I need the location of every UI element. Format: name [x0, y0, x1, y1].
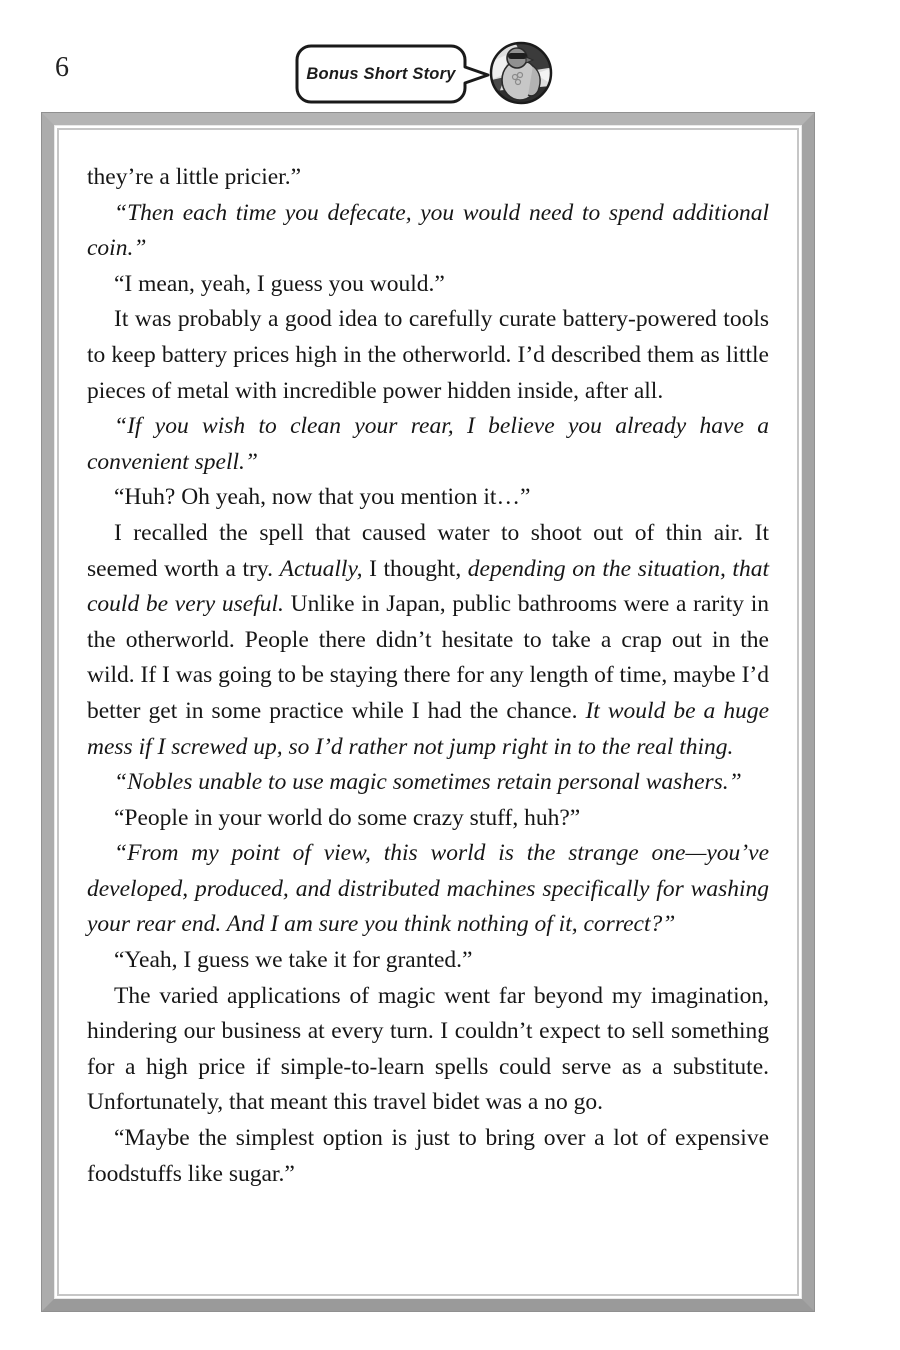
- paragraph: [87, 302, 769, 409]
- text-segment: Unlike in Japan, public bathrooms were a rarity in the otherworld. People there didn’t hesitate to take a crap out in the wild. If I was going to be staying there for any length of time, maybe I’d better get in some practice while I had the chance.: [87, 591, 769, 724]
- page-number: 6: [55, 52, 69, 83]
- text-segment: “Maybe the simplest option is just to bring over a lot of expensive foodstuffs like sugar.”: [87, 1125, 769, 1187]
- bubble-label: Bonus Short Story: [306, 64, 456, 83]
- text-segment: “I mean, yeah, I guess you would.”: [114, 270, 445, 297]
- text-segment: It was probably a good idea to carefully curate battery-powered tools to keep battery prices high in the otherworld. I’d described them as little pieces of metal with incredible power hidden inside, after all.: [87, 306, 769, 404]
- paragraph: [87, 267, 769, 303]
- frame-content: [59, 130, 797, 1294]
- paragraph: [87, 516, 769, 765]
- character-portrait-icon: [489, 41, 553, 105]
- paragraph: [87, 836, 769, 943]
- text-segment: “People in your world do some crazy stuff, huh?”: [114, 804, 581, 831]
- paragraph: [87, 196, 769, 267]
- italic-text-segment: “Nobles unable to use magic sometimes retain personal washers.”: [114, 769, 742, 796]
- page-frame: [42, 113, 814, 1311]
- paragraph: [87, 480, 769, 516]
- paragraph: [87, 801, 769, 837]
- text-segment: “Yeah, I guess we take it for granted.”: [114, 947, 473, 974]
- paragraph: [87, 409, 769, 480]
- italic-text-segment: “Then each time you defecate, you would need to spend additional coin.”: [87, 199, 769, 262]
- paragraph: [87, 160, 769, 196]
- text-segment: I thought,: [362, 555, 468, 582]
- paragraph: [87, 943, 769, 979]
- italic-text-segment: Actually,: [279, 555, 363, 582]
- text-segment: “Huh? Oh yeah, now that you mention it…”: [114, 484, 531, 511]
- text-segment: they’re a little pricier.”: [87, 164, 302, 190]
- text-segment: I recalled the spell that caused water to shoot out of thin air. It seemed worth a try.: [87, 519, 769, 582]
- italic-text-segment: It would be a huge mess if I screwed up, so I’d rather not jump right in to the real thing.: [87, 697, 770, 760]
- italic-text-segment: depending on the situation, that could be very useful.: [87, 555, 769, 618]
- text-segment: The varied applications of magic went far beyond my imagination, hindering our business at every turn. I couldn’t expect to sell something for a high price if simple-to-learn spells could serve as a substitute. Unfortunately, that meant this travel bidet was a no go.: [87, 982, 769, 1116]
- italic-text-segment: “From my point of view, this world is the strange one—you’ve developed, produced, and distributed machines specifically for washing your rear end. And I am sure you think nothing of it, correct?”: [87, 840, 769, 938]
- paragraph: [87, 979, 769, 1121]
- paragraph: [87, 765, 769, 801]
- avatar-illustration: [489, 41, 553, 105]
- italic-text-segment: “If you wish to clean your rear, I believe you already have a convenient spell.”: [87, 413, 769, 475]
- paragraph: [87, 1121, 769, 1192]
- story-text: [87, 160, 769, 1192]
- header-speech-bubble: [295, 44, 495, 106]
